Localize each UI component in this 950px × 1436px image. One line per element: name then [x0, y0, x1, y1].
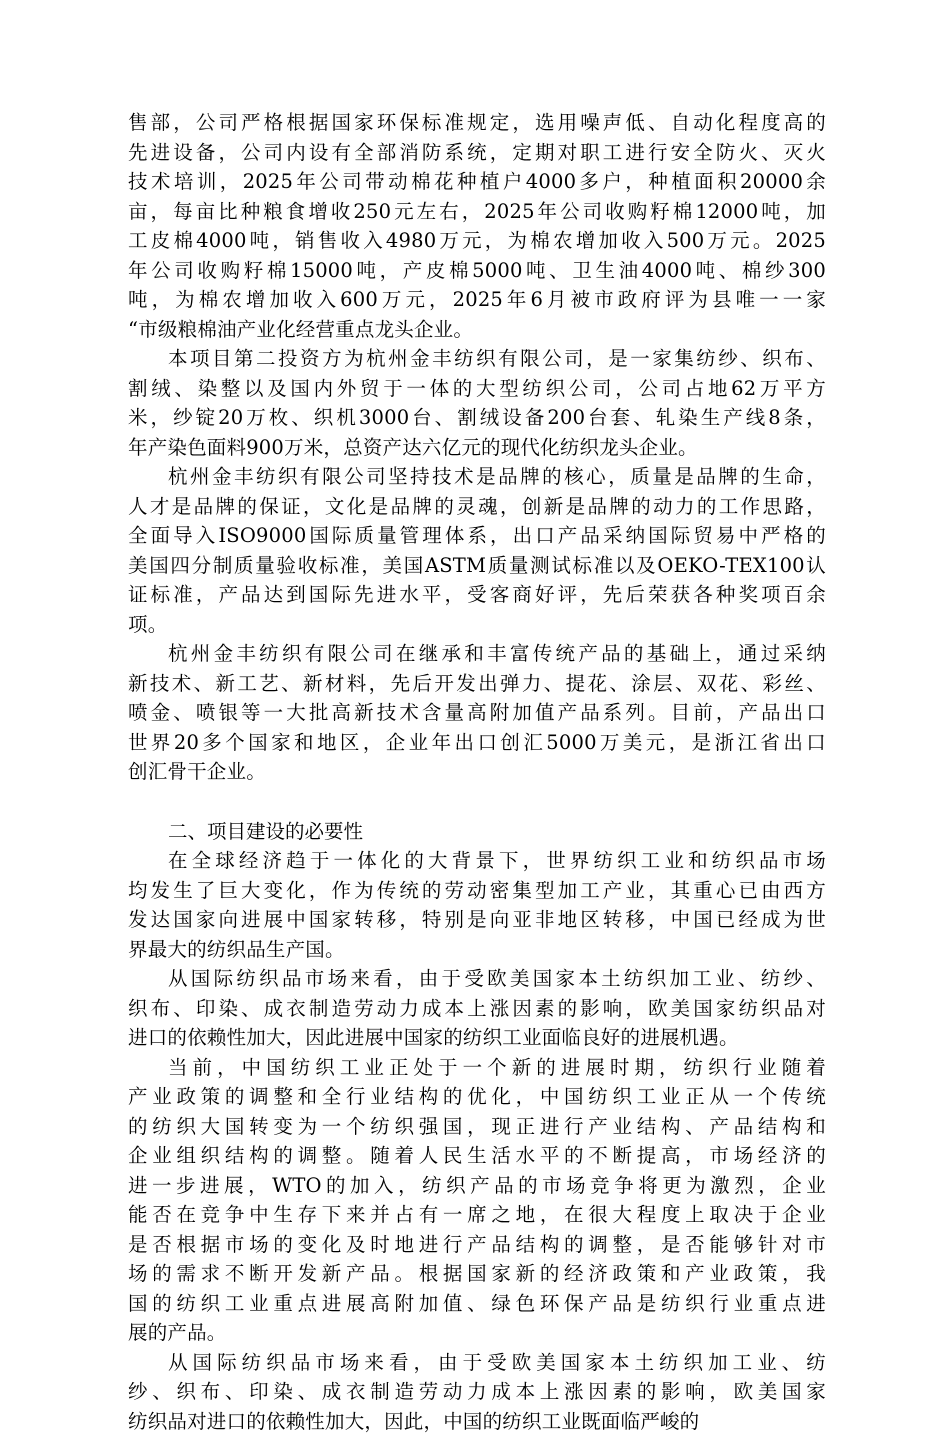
paragraph-line: 进一步进展，WTO的加入，纺织产品的市场竞争将更为激烈，企业	[128, 1171, 826, 1201]
paragraph-line: 进口的依赖性加大，因此进展中国家的纺织工业面临良好的进展机遇。	[128, 1023, 826, 1053]
paragraph-line: 新技术、新工艺、新材料，先后开发出弹力、提花、涂层、双花、彩丝、	[128, 669, 826, 699]
paragraph-line: 吨，为棉农增加收入600万元，2025年6月被市政府评为县唯一一家	[128, 285, 826, 315]
section-heading: 二、项目建设的必要性	[128, 817, 826, 847]
paragraph-line: 喷金、喷银等一大批高新技术含量高附加值产品系列。目前，产品出口	[128, 698, 826, 728]
paragraph-line: 证标准，产品达到国际先进水平，受客商好评，先后荣获各种奖项百余	[128, 580, 826, 610]
paragraph-line: 界最大的纺织品生产国。	[128, 935, 826, 965]
paragraph-line: 售部，公司严格根据国家环保标准规定，选用噪声低、自动化程度高的	[128, 108, 826, 138]
paragraph-line: 从国际纺织品市场来看，由于受欧美国家本土纺织加工业、纺纱、	[128, 964, 826, 994]
paragraph-line: 本项目第二投资方为杭州金丰纺织有限公司，是一家集纺纱、织布、	[128, 344, 826, 374]
paragraph-line: 场的需求不断开发新产品。根据国家新的经济政策和产业政策，我	[128, 1259, 826, 1289]
paragraph-line: 创汇骨干企业。	[128, 757, 826, 787]
paragraph	[128, 1348, 826, 1436]
paragraph-line: 杭州金丰纺织有限公司在继承和丰富传统产品的基础上，通过采纳	[128, 639, 826, 669]
paragraph-line: 展的产品。	[128, 1318, 826, 1348]
paragraph-line: 纱、织布、印染、成衣制造劳动力成本上涨因素的影响，欧美国家	[128, 1377, 826, 1407]
paragraph-line: 全面导入ISO9000国际质量管理体系，出口产品采纳国际贸易中严格的	[128, 521, 826, 551]
paragraph-line: 工皮棉4000吨，销售收入4980万元，为棉农增加收入500万元。2025	[128, 226, 826, 256]
paragraph-line: 企业组织结构的调整。随着人民生活水平的不断提高，市场经济的	[128, 1141, 826, 1171]
necessity-section	[128, 846, 826, 1436]
paragraph-line: 均发生了巨大变化，作为传统的劳动密集型加工产业，其重心已由西方	[128, 876, 826, 906]
paragraph-line: 能否在竞争中生存下来并占有一席之地，在很大程度上取决于企业	[128, 1200, 826, 1230]
paragraph-line: 米，纱锭20万枚、织机3000台、割绒设备200台套、轧染生产线8条，	[128, 403, 826, 433]
paragraph-line: 从国际纺织品市场来看，由于受欧美国家本土纺织加工业、纺	[128, 1348, 826, 1378]
paragraph-line: 的纺织大国转变为一个纺织强国，现正进行产业结构、产品结构和	[128, 1112, 826, 1142]
paragraph-line: 产业政策的调整和全行业结构的优化，中国纺织工业正从一个传统	[128, 1082, 826, 1112]
paragraph	[128, 462, 826, 639]
paragraph-line: 纺织品对进口的依赖性加大，因此，中国的纺织工业既面临严峻的	[128, 1407, 826, 1436]
intro-section	[128, 108, 826, 787]
paragraph	[128, 964, 826, 1053]
paragraph	[128, 639, 826, 787]
paragraph-line: 年公司收购籽棉15000吨，产皮棉5000吨、卫生油4000吨、棉纱300	[128, 256, 826, 286]
paragraph	[128, 1053, 826, 1348]
paragraph-line: 织布、印染、成衣制造劳动力成本上涨因素的影响，欧美国家纺织品对	[128, 994, 826, 1024]
paragraph-line: 年产染色面料900万米，总资产达六亿元的现代化纺织龙头企业。	[128, 433, 826, 463]
document-page	[128, 108, 826, 1436]
paragraph-line: 国的纺织工业重点进展高附加值、绿色环保产品是纺织行业重点进	[128, 1289, 826, 1319]
paragraph-line: 亩，每亩比种粮食增收250元左右，2025年公司收购籽棉12000吨，加	[128, 197, 826, 227]
paragraph-line: 项。	[128, 610, 826, 640]
paragraph	[128, 846, 826, 964]
paragraph-line: 在全球经济趋于一体化的大背景下，世界纺织工业和纺织品市场	[128, 846, 826, 876]
paragraph-line: 当前，中国纺织工业正处于一个新的进展时期，纺织行业随着	[128, 1053, 826, 1083]
paragraph-line: 是否根据市场的变化及时地进行产品结构的调整，是否能够针对市	[128, 1230, 826, 1260]
paragraph-line: “市级粮棉油产业化经营重点龙头企业。	[128, 315, 826, 345]
paragraph-line: 先进设备，公司内设有全部消防系统，定期对职工进行安全防火、灭火	[128, 138, 826, 168]
paragraph	[128, 108, 826, 344]
paragraph-line: 美国四分制质量验收标准，美国ASTM质量测试标准以及OEKO-TEX100认	[128, 551, 826, 581]
paragraph-line: 杭州金丰纺织有限公司坚持技术是品牌的核心，质量是品牌的生命，	[128, 462, 826, 492]
section-gap	[128, 787, 826, 817]
paragraph-line: 人才是品牌的保证，文化是品牌的灵魂，创新是品牌的动力的工作思路，	[128, 492, 826, 522]
paragraph-line: 发达国家向进展中国家转移，特别是向亚非地区转移，中国已经成为世	[128, 905, 826, 935]
paragraph	[128, 344, 826, 462]
paragraph-line: 技术培训，2025年公司带动棉花种植户4000多户，种植面积20000余	[128, 167, 826, 197]
paragraph-line: 世界20多个国家和地区，企业年出口创汇5000万美元，是浙江省出口	[128, 728, 826, 758]
paragraph-line: 割绒、染整以及国内外贸于一体的大型纺织公司，公司占地62万平方	[128, 374, 826, 404]
